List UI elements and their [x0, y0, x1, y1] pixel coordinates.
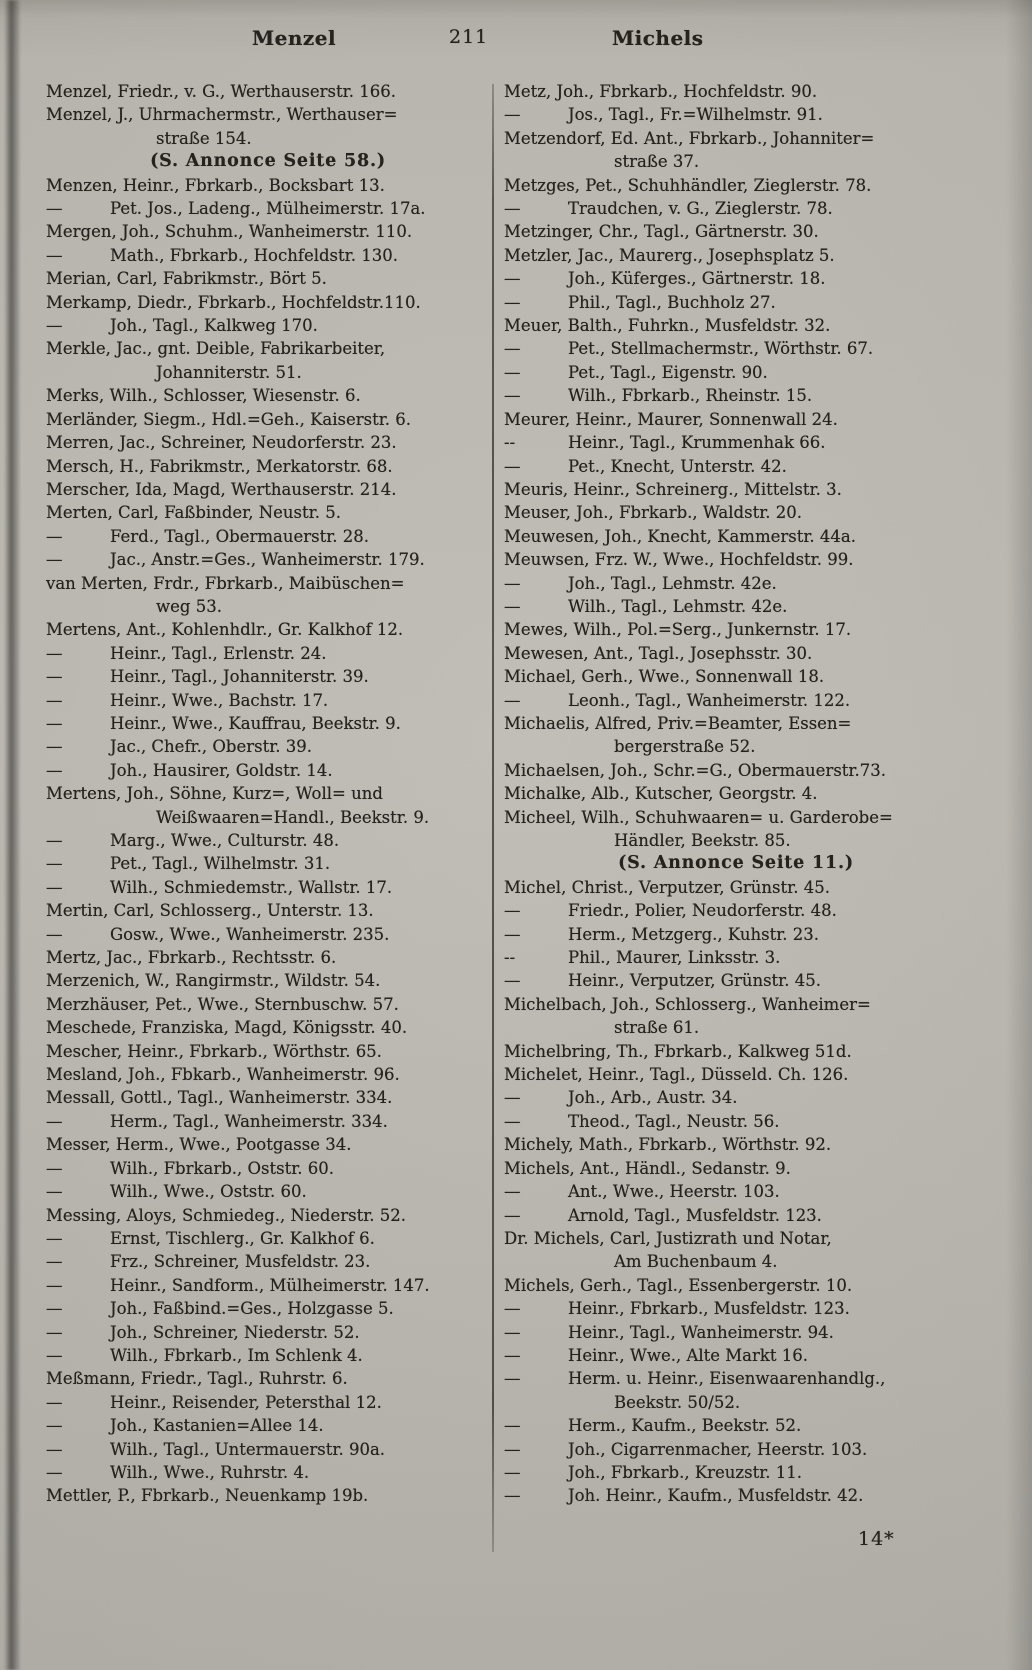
- running-header-left-keyword: Menzel: [252, 26, 337, 50]
- entry-line: — Wilh., Fbrkarb., Oststr. 60.: [46, 1157, 490, 1180]
- directory-entry: [504, 806, 968, 853]
- entry-line: — Phil., Tagl., Buchholz 27.: [504, 291, 968, 314]
- directory-entry: [504, 384, 968, 407]
- ditto-dash: —: [504, 1439, 521, 1459]
- entry-line: — Herm., Tagl., Wanheimerstr. 334.: [46, 1110, 490, 1133]
- ditto-dash: —: [504, 924, 521, 944]
- ditto-dash: —: [46, 1111, 63, 1131]
- entry-line: — Jac., Anstr.=Ges., Wanheimerstr. 179.: [46, 548, 490, 571]
- entry-continuation-line: straße 154.: [156, 128, 252, 148]
- ditto-dash: —: [46, 245, 63, 265]
- directory-entry: [504, 1040, 968, 1063]
- ditto-dash: —: [46, 1392, 63, 1412]
- entry-line: Michaelsen, Joh., Schr.=G., Obermauerstr.73.: [504, 760, 886, 780]
- directory-entry: [504, 1180, 968, 1203]
- entry-line: — Pet., Stellmachermstr., Wörthstr. 67.: [504, 337, 968, 360]
- entry-line: Metzinger, Chr., Tagl., Gärtnerstr. 30.: [504, 222, 819, 242]
- ditto-dash: --: [504, 433, 516, 453]
- entry-line: — Leonh., Tagl., Wanheimerstr. 122.: [504, 689, 968, 712]
- directory-entry: [504, 174, 968, 197]
- entry-line: Mersch, H., Fabrikmstr., Merkatorstr. 68.: [46, 456, 393, 476]
- directory-entry: [504, 969, 968, 992]
- directory-entry: [504, 127, 968, 174]
- ditto-dash: —: [504, 386, 521, 406]
- directory-entry: [46, 267, 490, 290]
- entry-line: Messer, Herm., Wwe., Pootgasse 34.: [46, 1135, 352, 1155]
- ditto-dash: —: [504, 901, 521, 921]
- entry-line: — Traudchen, v. G., Zieglerstr. 78.: [504, 197, 968, 220]
- directory-entry: [46, 455, 490, 478]
- entry-line: — Pet., Tagl., Eigenstr. 90.: [504, 361, 968, 384]
- entry-line: — Math., Fbrkarb., Hochfeldstr. 130.: [46, 244, 490, 267]
- entry-line: Metzges, Pet., Schuhhändler, Zieglerstr. 78.: [504, 175, 872, 195]
- annonce-reference: [504, 852, 968, 875]
- ditto-dash: —: [504, 690, 521, 710]
- entry-line: — Joh., Hausirer, Goldstr. 14.: [46, 759, 490, 782]
- ditto-dash: —: [504, 1299, 521, 1319]
- entry-line: — Wilh., Tagl., Lehmstr. 42e.: [504, 595, 968, 618]
- entry-line: — Wilh., Wwe., Ruhrstr. 4.: [46, 1461, 490, 1484]
- ditto-dash: —: [46, 316, 63, 336]
- entry-line: Meuer, Balth., Fuhrkn., Musfeldstr. 32.: [504, 316, 831, 336]
- entry-line: — Pet. Jos., Ladeng., Mülheimerstr. 17a.: [46, 197, 490, 220]
- entry-continuation-line: Johanniterstr. 51.: [156, 362, 302, 382]
- directory-entry: [46, 689, 490, 712]
- directory-entry: [46, 642, 490, 665]
- directory-entry: [46, 384, 490, 407]
- directory-entry: [46, 174, 490, 197]
- ditto-dash: —: [504, 105, 521, 125]
- directory-entry: [504, 1414, 968, 1437]
- directory-entry: [504, 337, 968, 360]
- directory-entry: [46, 1438, 490, 1461]
- entry-line: Menzen, Heinr., Fbrkarb., Bocksbart 13.: [46, 175, 385, 195]
- ditto-dash: —: [504, 971, 521, 991]
- ditto-dash: —: [504, 1462, 521, 1482]
- entry-line: Mertin, Carl, Schlosserg., Unterstr. 13.: [46, 901, 374, 921]
- ditto-dash: —: [46, 690, 63, 710]
- entry-continuation-line: Beekstr. 50/52.: [614, 1392, 741, 1412]
- ditto-dash: —: [504, 456, 521, 476]
- ditto-dash: —: [504, 1416, 521, 1436]
- entry-continuation-line: straße 61.: [614, 1018, 700, 1038]
- directory-entry: [46, 1344, 490, 1367]
- directory-entry: [46, 291, 490, 314]
- entry-line: — Joh., Faßbind.=Ges., Holzgasse 5.: [46, 1297, 490, 1320]
- entry-line: Meßmann, Friedr., Tagl., Ruhrstr. 6.: [46, 1369, 348, 1389]
- entry-line: — Ernst, Tischlerg., Gr. Kalkhof 6.: [46, 1227, 490, 1250]
- entry-line: van Merten, Frdr., Fbrkarb., Maibüschen=: [46, 573, 405, 593]
- directory-entry: [504, 1274, 968, 1297]
- entry-line: Mesland, Joh., Fbkarb., Wanheimerstr. 96.: [46, 1065, 400, 1085]
- entry-continuation-line: Am Buchenbaum 4.: [614, 1252, 778, 1272]
- entry-line: — Joh. Heinr., Kaufm., Musfeldstr. 42.: [504, 1484, 968, 1507]
- ditto-dash: —: [46, 1345, 63, 1365]
- ditto-dash: —: [46, 526, 63, 546]
- directory-entry: [46, 782, 490, 829]
- entry-line: Menzel, Friedr., v. G., Werthauserstr. 166.: [46, 82, 396, 101]
- ditto-dash: —: [46, 737, 63, 757]
- directory-entry: [46, 1367, 490, 1390]
- entry-line: — Herm., Metzgerg., Kuhstr. 23.: [504, 923, 968, 946]
- directory-entry: [504, 431, 968, 454]
- directory-entry: [46, 1227, 490, 1250]
- entry-line: Merländer, Siegm., Hdl.=Geh., Kaiserstr. 6.: [46, 409, 412, 429]
- directory-entry: [504, 618, 968, 641]
- directory-entry: [46, 1204, 490, 1227]
- entry-continuation-line: bergerstraße 52.: [614, 737, 756, 757]
- entry-line: — Joh., Küferges., Gärtnerstr. 18.: [504, 267, 968, 290]
- directory-entry: [46, 759, 490, 782]
- entry-line: Michelbring, Th., Fbrkarb., Kalkweg 51d.: [504, 1041, 852, 1061]
- directory-entry: [46, 314, 490, 337]
- entry-continuation-line: Händler, Beekstr. 85.: [614, 831, 791, 850]
- directory-entry: [504, 525, 968, 548]
- entry-line: — Wilh., Fbrkarb., Im Schlenk 4.: [46, 1344, 490, 1367]
- directory-entry: [504, 642, 968, 665]
- directory-entry: [46, 220, 490, 243]
- directory-entry: [46, 244, 490, 267]
- entry-line: Mescher, Heinr., Fbrkarb., Wörthstr. 65.: [46, 1041, 382, 1061]
- scan-left-edge-shadow: [4, 0, 20, 1670]
- annonce-reference: [46, 150, 490, 173]
- entry-line: Merren, Jac., Schreiner, Neudorferstr. 23.: [46, 433, 397, 453]
- directory-entry: [504, 1297, 968, 1320]
- directory-entry: [46, 665, 490, 688]
- ditto-dash: —: [46, 877, 63, 897]
- directory-entry: [46, 852, 490, 875]
- entry-line: Metzler, Jac., Maurerg., Josephsplatz 5.: [504, 245, 835, 265]
- entry-line: Merks, Wilh., Schlosser, Wiesenstr. 6.: [46, 386, 361, 406]
- entry-line: — Heinr., Wwe., Kauffrau, Beekstr. 9.: [46, 712, 490, 735]
- ditto-dash: —: [46, 1322, 63, 1342]
- directory-entry: [46, 1016, 490, 1039]
- directory-entry: [46, 993, 490, 1016]
- directory-entry: [504, 361, 968, 384]
- entry-line: — Arnold, Tagl., Musfeldstr. 123.: [504, 1204, 968, 1227]
- entry-line: — Herm. u. Heinr., Eisenwaarenhandlg.,: [504, 1367, 968, 1390]
- entry-line: Michael, Gerh., Wwe., Sonnenwall 18.: [504, 667, 825, 687]
- directory-entry: [504, 1438, 968, 1461]
- directory-entry: [46, 1297, 490, 1320]
- entry-line: — Heinr., Verputzer, Grünstr. 45.: [504, 969, 968, 992]
- ditto-dash: —: [46, 1462, 63, 1482]
- entry-line: — Joh., Cigarrenmacher, Heerstr. 103.: [504, 1438, 968, 1461]
- entry-line: — Heinr., Wwe., Alte Markt 16.: [504, 1344, 968, 1367]
- entry-line: Merkle, Jac., gnt. Deible, Fabrikarbeiter,: [46, 339, 386, 359]
- directory-entry: [46, 501, 490, 524]
- directory-entry: [504, 501, 968, 524]
- entry-line: — Heinr., Sandform., Mülheimerstr. 147.: [46, 1274, 490, 1297]
- directory-entry: [504, 993, 968, 1040]
- entry-line: Dr. Michels, Carl, Justizrath und Notar,: [504, 1228, 832, 1248]
- entry-line: Merscher, Ida, Magd, Werthauserstr. 214.: [46, 479, 397, 499]
- entry-line: — Jac., Chefr., Oberstr. 39.: [46, 735, 490, 758]
- entry-line: Mertens, Ant., Kohlenhdlr., Gr. Kalkhof 12.: [46, 620, 404, 640]
- entry-line: — Friedr., Polier, Neudorferstr. 48.: [504, 899, 968, 922]
- ditto-dash: —: [46, 713, 63, 733]
- entry-line: Merkamp, Diedr., Fbrkarb., Hochfeldstr.110.: [46, 292, 421, 312]
- ditto-dash: —: [46, 831, 63, 850]
- ditto-dash: —: [504, 339, 521, 359]
- directory-entry: [504, 244, 968, 267]
- directory-entry: [46, 1157, 490, 1180]
- ditto-dash: —: [504, 199, 521, 219]
- directory-entry: [46, 1110, 490, 1133]
- entry-line: — Heinr., Fbrkarb., Musfeldstr. 123.: [504, 1297, 968, 1320]
- scan-right-edge-shadow: [1006, 0, 1032, 1670]
- ditto-dash: —: [504, 1182, 521, 1202]
- ditto-dash: —: [46, 854, 63, 874]
- entry-line: — Ferd., Tagl., Obermauerstr. 28.: [46, 525, 490, 548]
- entry-line: — Joh., Fbrkarb., Kreuzstr. 11.: [504, 1461, 968, 1484]
- directory-entry: [46, 408, 490, 431]
- entry-line: Michely, Math., Fbrkarb., Wörthstr. 92.: [504, 1135, 832, 1155]
- entry-line: Merian, Carl, Fabrikmstr., Bört 5.: [46, 269, 327, 289]
- entry-continuation-line: straße 37.: [614, 152, 700, 172]
- directory-entry: [46, 1040, 490, 1063]
- entry-line: Michalke, Alb., Kutscher, Georgstr. 4.: [504, 784, 818, 804]
- entry-line: Michels, Gerh., Tagl., Essenbergerstr. 10.: [504, 1275, 853, 1295]
- directory-entry: [504, 712, 968, 759]
- ditto-dash: —: [46, 667, 63, 687]
- directory-entry: [504, 1157, 968, 1180]
- directory-entry: [46, 1180, 490, 1203]
- directory-entry: [46, 572, 490, 619]
- ditto-dash: —: [504, 1205, 521, 1225]
- ditto-dash: —: [46, 1416, 63, 1436]
- entry-line: Micheel, Wilh., Schuhwaaren= u. Garderobe=: [504, 807, 893, 827]
- entry-line: Meurer, Heinr., Maurer, Sonnenwall 24.: [504, 409, 838, 429]
- directory-entry: [504, 923, 968, 946]
- directory-entry: [46, 829, 490, 852]
- entry-line: Menzel, J., Uhrmachermstr., Werthauser=: [46, 105, 398, 125]
- directory-entry: [504, 197, 968, 220]
- entry-line: Mettler, P., Fbrkarb., Neuenkamp 19b.: [46, 1486, 369, 1506]
- entry-line: — Pet., Tagl., Wilhelmstr. 31.: [46, 852, 490, 875]
- entry-line: Meuwesen, Joh., Knecht, Kammerstr. 44a.: [504, 526, 856, 546]
- entry-line: -- Heinr., Tagl., Krummenhak 66.: [504, 431, 968, 454]
- entry-line: — Pet., Knecht, Unterstr. 42.: [504, 455, 968, 478]
- directory-entry: [504, 665, 968, 688]
- ditto-dash: —: [46, 1182, 63, 1202]
- directory-entry: [46, 478, 490, 501]
- entry-continuation-line: Weißwaaren=Handl., Beekstr. 9.: [156, 807, 430, 827]
- entry-line: Mergen, Joh., Schuhm., Wanheimerstr. 110.: [46, 222, 413, 242]
- entry-line: Meuser, Joh., Fbrkarb., Waldstr. 20.: [504, 503, 803, 523]
- entry-line: Metz, Joh., Fbrkarb., Hochfeldstr. 90.: [504, 82, 818, 101]
- directory-entry: [504, 1367, 968, 1414]
- directory-entry: [504, 595, 968, 618]
- entry-line: Merzenich, W., Rangirmstr., Wildstr. 54.: [46, 971, 381, 991]
- directory-entry: [504, 548, 968, 571]
- ditto-dash: —: [504, 292, 521, 312]
- running-header-right-keyword: Michels: [612, 26, 704, 50]
- entry-line: Meuris, Heinr., Schreinerg., Mittelstr. 3.: [504, 479, 842, 499]
- ditto-dash: --: [504, 948, 516, 968]
- ditto-dash: —: [504, 1111, 521, 1131]
- entry-line: — Joh., Tagl., Lehmstr. 42e.: [504, 572, 968, 595]
- directory-entry: [46, 969, 490, 992]
- directory-entry: [504, 478, 968, 501]
- directory-entry: [504, 455, 968, 478]
- directory-column-right: [504, 80, 968, 1508]
- ditto-dash: —: [46, 643, 63, 663]
- ditto-dash: —: [46, 1158, 63, 1178]
- ditto-dash: —: [504, 1088, 521, 1108]
- directory-entry: [46, 197, 490, 220]
- entry-line: — Ant., Wwe., Heerstr. 103.: [504, 1180, 968, 1203]
- entry-line: — Wilh., Tagl., Untermauerstr. 90a.: [46, 1438, 490, 1461]
- directory-entry: [504, 759, 968, 782]
- entry-line: Mewesen, Ant., Tagl., Josephsstr. 30.: [504, 643, 813, 663]
- annonce-line: (S. Annonce Seite 11.): [618, 853, 854, 874]
- directory-entry: [46, 548, 490, 571]
- entry-line: Mertz, Jac., Fbrkarb., Rechtsstr. 6.: [46, 948, 337, 968]
- directory-entry: [504, 103, 968, 126]
- entry-line: Michaelis, Alfred, Priv.=Beamter, Essen=: [504, 713, 852, 733]
- entry-continuation-line: weg 53.: [156, 596, 222, 616]
- directory-entry: [46, 1414, 490, 1437]
- directory-entry: [504, 314, 968, 337]
- directory-entry: [504, 1227, 968, 1274]
- entry-line: — Wilh., Schmiedemstr., Wallstr. 17.: [46, 876, 490, 899]
- ditto-dash: —: [504, 362, 521, 382]
- ditto-dash: —: [504, 269, 521, 289]
- directory-entry: [46, 1321, 490, 1344]
- directory-entry: [46, 712, 490, 735]
- ditto-dash: —: [504, 1486, 521, 1506]
- directory-entry: [46, 103, 490, 150]
- ditto-dash: —: [504, 596, 521, 616]
- directory-entry: [504, 1204, 968, 1227]
- directory-entry: [504, 80, 968, 103]
- directory-entry: [504, 689, 968, 712]
- ditto-dash: —: [504, 1345, 521, 1365]
- entry-line: — Joh., Tagl., Kalkweg 170.: [46, 314, 490, 337]
- entry-line: — Wilh., Wwe., Oststr. 60.: [46, 1180, 490, 1203]
- ditto-dash: —: [46, 1228, 63, 1248]
- ditto-dash: —: [46, 1275, 63, 1295]
- ditto-dash: —: [46, 760, 63, 780]
- directory-entry: [46, 1133, 490, 1156]
- directory-entry: [46, 337, 490, 384]
- ditto-dash: —: [46, 1299, 63, 1319]
- entry-line: — Joh., Kastanien=Allee 14.: [46, 1414, 490, 1437]
- entry-line: Meuwsen, Frz. W., Wwe., Hochfeldstr. 99.: [504, 550, 854, 570]
- ditto-dash: —: [46, 550, 63, 570]
- directory-entry: [504, 1086, 968, 1109]
- directory-entry: [504, 1110, 968, 1133]
- directory-column-left: [46, 80, 490, 1508]
- directory-entry: [504, 1321, 968, 1344]
- directory-entry: [46, 1063, 490, 1086]
- directory-entry: [504, 1133, 968, 1156]
- entry-line: Mertens, Joh., Söhne, Kurz=, Woll= und: [46, 784, 383, 804]
- directory-entry: [46, 1274, 490, 1297]
- entry-line: Michels, Ant., Händl., Sedanstr. 9.: [504, 1158, 791, 1178]
- directory-entry: [504, 899, 968, 922]
- directory-entry: [504, 1344, 968, 1367]
- directory-entry: [504, 408, 968, 431]
- directory-entry: [46, 525, 490, 548]
- directory-entry: [504, 572, 968, 595]
- entry-line: — Jos., Tagl., Fr.=Wilhelmstr. 91.: [504, 103, 968, 126]
- ditto-dash: —: [504, 573, 521, 593]
- column-divider-rule: [492, 84, 494, 1552]
- directory-entry: [504, 1461, 968, 1484]
- directory-entry: [504, 267, 968, 290]
- directory-entry: [46, 1484, 490, 1507]
- entry-line: — Theod., Tagl., Neustr. 56.: [504, 1110, 968, 1133]
- signature-mark: 14*: [858, 1528, 895, 1550]
- entry-line: Merzhäuser, Pet., Wwe., Sternbuschw. 57.: [46, 994, 399, 1014]
- annonce-line: (S. Annonce Seite 58.): [150, 151, 386, 172]
- directory-entry: [46, 1391, 490, 1414]
- directory-entry: [504, 291, 968, 314]
- entry-line: — Wilh., Fbrkarb., Rheinstr. 15.: [504, 384, 968, 407]
- directory-entry: [504, 876, 968, 899]
- entry-line: — Gosw., Wwe., Wanheimerstr. 235.: [46, 923, 490, 946]
- directory-entry: [46, 735, 490, 758]
- entry-line: — Heinr., Tagl., Wanheimerstr. 94.: [504, 1321, 968, 1344]
- directory-entry: [46, 618, 490, 641]
- directory-entry: [46, 80, 490, 103]
- directory-entry: [46, 923, 490, 946]
- entry-line: — Marg., Wwe., Culturstr. 48.: [46, 829, 490, 852]
- entry-line: — Joh., Schreiner, Niederstr. 52.: [46, 1321, 490, 1344]
- ditto-dash: —: [504, 1369, 521, 1389]
- directory-entry: [46, 899, 490, 922]
- entry-line: Michelet, Heinr., Tagl., Düsseld. Ch. 126.: [504, 1065, 849, 1085]
- entry-line: Merten, Carl, Faßbinder, Neustr. 5.: [46, 503, 341, 523]
- entry-line: -- Phil., Maurer, Linksstr. 3.: [504, 946, 968, 969]
- ditto-dash: —: [504, 1322, 521, 1342]
- entry-line: Messing, Aloys, Schmiedeg., Niederstr. 52.: [46, 1205, 407, 1225]
- page-number: 211: [449, 26, 489, 48]
- directory-entry: [504, 220, 968, 243]
- entry-line: Michel, Christ., Verputzer, Grünstr. 45.: [504, 877, 830, 897]
- entry-line: — Heinr., Reisender, Petersthal 12.: [46, 1391, 490, 1414]
- directory-entry: [46, 946, 490, 969]
- ditto-dash: —: [46, 199, 63, 219]
- entry-line: — Frz., Schreiner, Musfeldstr. 23.: [46, 1250, 490, 1273]
- entry-line: — Heinr., Tagl., Erlenstr. 24.: [46, 642, 490, 665]
- directory-entry: [46, 1461, 490, 1484]
- directory-entry: [46, 1250, 490, 1273]
- entry-line: Meschede, Franziska, Magd, Königsstr. 40.: [46, 1018, 408, 1038]
- directory-entry: [46, 1086, 490, 1109]
- entry-line: Michelbach, Joh., Schlosserg., Wanheimer=: [504, 994, 871, 1014]
- directory-entry: [504, 782, 968, 805]
- entry-line: — Heinr., Tagl., Johanniterstr. 39.: [46, 665, 490, 688]
- directory-entry: [504, 946, 968, 969]
- entry-line: Mewes, Wilh., Pol.=Serg., Junkernstr. 17.: [504, 620, 852, 640]
- ditto-dash: —: [46, 1439, 63, 1459]
- ditto-dash: —: [46, 924, 63, 944]
- directory-entry: [504, 1063, 968, 1086]
- entry-line: — Heinr., Wwe., Bachstr. 17.: [46, 689, 490, 712]
- ditto-dash: —: [46, 1252, 63, 1272]
- directory-entry: [504, 1484, 968, 1507]
- entry-line: Metzendorf, Ed. Ant., Fbrkarb., Johanniter=: [504, 128, 875, 148]
- entry-line: Messall, Gottl., Tagl., Wanheimerstr. 334.: [46, 1088, 393, 1108]
- directory-entry: [46, 431, 490, 454]
- entry-line: — Joh., Arb., Austr. 34.: [504, 1086, 968, 1109]
- directory-entry: [46, 876, 490, 899]
- entry-line: — Herm., Kaufm., Beekstr. 52.: [504, 1414, 968, 1437]
